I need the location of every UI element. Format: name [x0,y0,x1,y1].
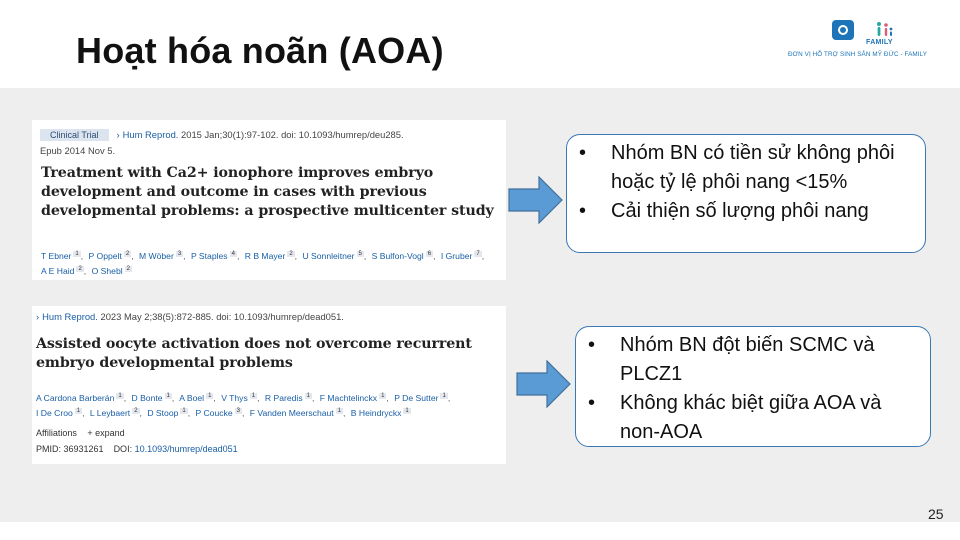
author-affiliation-number[interactable]: 3 [236,408,240,414]
author-link[interactable]: A Boel $^1$ [179,393,212,403]
author-link[interactable]: F Machtelinckx $^1$ [319,393,385,403]
author-affiliation-number[interactable]: 2 [126,266,130,272]
paper2-citation: 2023 May 2;38(5):872-885. doi: 10.1093/humrep/dead051. [100,311,344,322]
chevron-right-icon: › [36,311,40,322]
author-affiliation-number[interactable]: 4 [231,251,235,257]
callout2-bullet-list [576,331,920,447]
paper1-authors [41,248,503,278]
pmid-text: PMID: 36931261 [36,444,104,454]
author-affiliation-number[interactable]: 2 [289,251,293,257]
pmid-doi-row [36,444,238,454]
clinic-logo [786,18,946,64]
author-affiliation-number[interactable]: 1 [337,408,342,414]
paper-snippet-2 [32,306,506,464]
callout2-bullet: • Nhóm BN đột biến SCMC và PLCZ1 [620,331,920,389]
right-arrow-icon [508,176,564,224]
affiliations-row [36,428,125,438]
author-affiliation-number[interactable]: 3 [177,251,182,257]
author-separator: , [131,251,134,261]
paper2-meta [36,311,344,322]
author-separator: , [183,251,186,261]
callout-box-1 [566,134,926,253]
author-separator: , [447,393,451,403]
clinic-mark-icon [832,20,854,40]
doi-label: DOI: [113,444,133,454]
chevron-right-icon: › [116,129,120,140]
author-separator: , [363,251,367,261]
author-separator: , [433,251,436,261]
author-affiliation-number[interactable]: 2 [78,266,82,272]
author-affiliation-number[interactable]: 1 [208,393,212,399]
author-separator: , [139,408,142,418]
author-separator: , [481,251,485,261]
author-link[interactable]: D Stoop $^1$ [147,408,186,418]
author-affiliation-number[interactable]: 1 [166,393,170,399]
logo-family-word: FAMILY [866,39,893,46]
author-link[interactable]: T Ebner $^1$ [41,251,79,261]
callout1-bullet: • Nhóm BN có tiền sử không phôi hoặc tỷ lệ phôi nang <15% [611,139,915,197]
author-link[interactable]: I De Croo $^1$ [36,408,81,418]
author-separator: , [343,408,346,418]
clinical-trial-badge: Clinical Trial [40,129,109,141]
author-separator: , [213,393,216,403]
author-separator: , [386,393,389,403]
author-affiliation-number[interactable]: 7 [476,251,480,257]
right-arrow-icon [516,360,572,408]
author-affiliation-number[interactable]: 2 [125,251,130,257]
author-separator: , [80,251,84,261]
author-link[interactable]: I Gruber $^7$ [440,251,480,261]
author-link[interactable]: L Leybaert $^2$ [89,408,138,418]
author-affiliation-number[interactable]: 6 [427,251,432,257]
author-separator: , [82,408,85,418]
slide-title: Hoạt hóa noãn (AOA) [76,30,444,71]
author-link[interactable]: A Cardona Barberán $^1$ [36,393,122,403]
author-separator: , [236,251,240,261]
author-link[interactable]: P Staples $^4$ [190,251,235,261]
affiliations-label: Affiliations [36,428,77,438]
author-affiliation-number[interactable]: 1 [306,393,310,399]
author-link[interactable]: R B Mayer $^2$ [244,251,293,261]
author-link[interactable]: M Wöber $^3$ [138,251,182,261]
author-affiliation-number[interactable]: 2 [134,408,138,414]
expand-affiliations-button[interactable]: + expand [87,428,125,438]
author-link[interactable]: R Paredis $^1$ [264,393,310,403]
family-figures-icon [874,20,894,40]
callout2-bullet: • Không khác biệt giữa AOA và non-AOA [620,389,920,447]
author-link[interactable]: P Coucke $^3$ [195,408,240,418]
author-link[interactable]: B Heindryckx $^1$ [350,408,409,418]
author-link[interactable]: P De Sutter $^1$ [394,393,446,403]
author-affiliation-number[interactable]: 1 [118,393,122,399]
author-link[interactable]: F Vanden Meerschaut $^1$ [249,408,342,418]
author-affiliation-number[interactable]: 1 [381,393,385,399]
callout1-bullet-list [567,139,915,226]
logo-subtitle: ĐƠN VỊ HỖ TRỢ SINH SẢN MỸ ĐỨC - FAMILY [788,51,928,58]
author-affiliation-number[interactable]: 1 [75,251,79,257]
author-link[interactable]: O Shebl $^2$ [91,266,130,276]
paper1-epub: Epub 2014 Nov 5. [40,145,116,156]
author-link[interactable]: V Thys $^1$ [221,393,256,403]
author-separator: , [187,408,191,418]
author-separator: , [171,393,175,403]
author-link[interactable]: U Sonnleitner $^5$ [302,251,362,261]
callout-box-2 [575,326,931,447]
author-affiliation-number[interactable]: 1 [182,408,186,414]
author-separator: , [257,393,260,403]
paper1-title[interactable]: Treatment with Ca2+ ionophore improves embryo development and outcome in cases with previous developmental problems: a prospective multicenter study [41,165,494,219]
author-link[interactable]: D Bonte $^1$ [131,393,170,403]
author-separator: , [123,393,127,403]
author-affiliation-number[interactable]: 5 [358,251,362,257]
author-affiliation-number[interactable]: 1 [251,393,256,399]
author-separator: , [241,408,245,418]
page-number: 25 [928,506,944,522]
author-separator: , [294,251,298,261]
paper1-journal-link[interactable]: Hum Reprod. [122,129,179,140]
paper2-authors [36,390,506,420]
author-affiliation-number[interactable]: 1 [76,408,81,414]
paper2-title[interactable]: Assisted oocyte activation does not overcome recurrent embryo developmental problems [36,336,472,371]
callout1-bullet: • Cải thiện số lượng phôi nang [611,197,915,226]
author-affiliation-number[interactable]: 1 [442,393,446,399]
author-link[interactable]: P Oppelt $^2$ [88,251,130,261]
author-link[interactable]: A E Haid $^2$ [41,266,82,276]
author-affiliation-number[interactable]: 1 [405,408,409,414]
paper2-journal-link[interactable]: Hum Reprod. [42,311,98,322]
doi-link[interactable]: 10.1093/humrep/dead051 [134,444,238,454]
author-link[interactable]: S Bulfon-Vogl $^6$ [371,251,432,261]
paper-snippet-1 [32,120,506,280]
author-separator: , [83,266,87,276]
paper1-meta [40,129,404,141]
author-separator: , [311,393,315,403]
paper1-citation: 2015 Jan;30(1):97-102. doi: 10.1093/humrep/deu285. [181,129,404,140]
